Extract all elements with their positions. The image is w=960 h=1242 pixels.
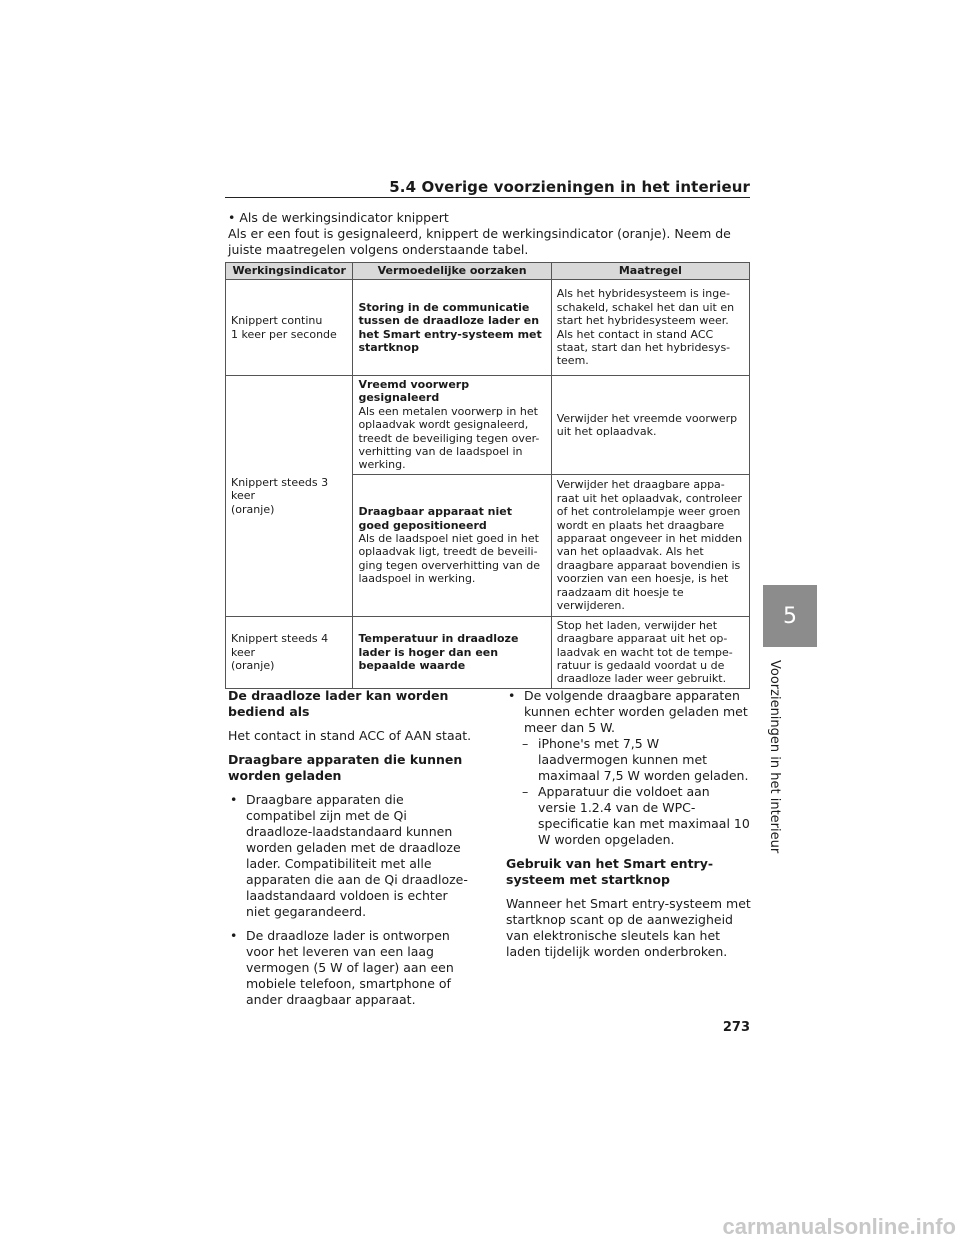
table-cell-cause [353, 376, 551, 475]
cell-text: (oranje) [231, 502, 275, 516]
section-header: 5.4 Overige voorzieningen in het interieur [389, 178, 750, 196]
cause-title: Vreemd voorwerp gesignaleerd [358, 378, 470, 405]
heading-devices: Draagbare apparaten die kunnen worden geladen [228, 752, 463, 783]
sub-list-item [506, 736, 751, 784]
table-cell-indicator [226, 616, 353, 688]
heading-operation: De draadloze lader kan worden bediend als [228, 688, 449, 719]
intro [228, 210, 748, 258]
action-text: Als het hybridesysteem is inge-schakeld, schakel het dan uit en start het hybridesysteem weer. Als het contact in stand ACC staat, start dan het hybridesys-teem. [556, 287, 735, 368]
page-number: 273 [722, 1020, 750, 1035]
left-column [228, 688, 473, 1016]
table-cell-action [551, 280, 749, 376]
cause-title: Draagbaar apparaat niet goed gepositioneerd [358, 505, 512, 532]
action-text: Stop het laden, verwijder het draagbare apparaat uit het op-laadvak en wacht tot de tempe-ratuur is gedaald voordat u de draadloze lader weer gebruikt. [556, 618, 733, 686]
right-column [506, 688, 751, 968]
indicator-table [225, 262, 750, 689]
header-rule [225, 197, 750, 198]
action-text: Verwijder het draagbare appa-raat uit het oplaadvak, controleer of het controlelampje weer groen wordt en plaats het draagbare apparaat ongeveer in het midden van het oplaadvak. Als het draagbare apparaat bovendien is voorzien van een hoesje, is het raadzaam dit hoesje te verwijderen. [556, 478, 743, 612]
watermark: carmanualsonline.info [722, 1214, 956, 1239]
sub-item-text: iPhone's met 7,5 W laadvermogen kunnen met maximaal 7,5 W worden geladen. [538, 736, 749, 783]
cause-text: Als de laadspoel niet goed in het oplaadvak ligt, treedt de beveili-ging tegen oververhitting van de laadspoel in werking. [358, 531, 541, 586]
table-cell-action [551, 616, 749, 688]
table-header: Maatregel [551, 263, 749, 280]
table-cell-indicator [226, 376, 353, 617]
table-header: Vermoedelijke oorzaken [353, 263, 551, 280]
paragraph: Het contact in stand ACC of AAN staat. [228, 728, 472, 743]
cause-title: Temperatuur in draadloze lader is hoger dan een bepaalde waarde [358, 632, 519, 673]
list-item: • Draagbare apparaten die compatibel zijn met de Qi draadloze-laadstandaard kunnen worden geladen met de draadloze lader. Compatibiliteit met alle apparaten die aan de Qi draadloze-laadstandaard voldoen is echter niet gegarandeerd. [228, 792, 473, 920]
list-item: • De draadloze lader is ontworpen voor het leveren van een laag vermogen (5 W of lager) aan een mobiele telefoon, smartphone of ander draagbaar apparaat. [228, 928, 473, 1008]
table-row [226, 280, 750, 376]
table-cell-action [551, 474, 749, 616]
cause-text: Als een metalen voorwerp in het oplaadvak wordt gesignaleerd, treedt de beveiliging tegen over-verhitting van de laadspoel in werking. [358, 404, 540, 472]
table-header: Werkingsindicator [226, 263, 353, 280]
dash-glyph: – [522, 784, 529, 799]
sub-list-item [506, 784, 751, 848]
table-row [226, 616, 750, 688]
cell-text: (oranje) [231, 659, 275, 673]
table-cell-cause [353, 616, 551, 688]
cell-text: Knippert steeds 3 keer [231, 475, 329, 503]
table-cell-action [551, 376, 749, 475]
table-header-row [226, 263, 750, 280]
cell-text: Knippert steeds 4 keer [231, 632, 329, 659]
sub-item-text: Apparatuur die voldoet aan versie 1.2.4 van de WPC-specificatie kan met maximaal 10 W worden opgeladen. [538, 784, 750, 847]
action-text: Verwijder het vreemde voorwerp uit het oplaadvak. [556, 411, 738, 438]
chapter-tab: 5 [763, 585, 817, 647]
table-cell-cause [353, 280, 551, 376]
intro-text: Als er een fout is gesignaleerd, knippert de werkingsindicator (oranje). Neem de juiste maatregelen volgens onderstaande tabel. [228, 226, 731, 257]
paragraph: Wanneer het Smart entry-systeem met startknop scant op de aanwezigheid van elektronische sleutels kan het laden tijdelijk worden onderbroken. [506, 896, 751, 959]
heading-smart-entry: Gebruik van het Smart entry-systeem met startknop [506, 856, 714, 887]
cause-title: Storing in de communicatie tussen de draadloze lader en het Smart entry-systeem met startknop [358, 300, 542, 354]
dash-glyph: – [522, 736, 529, 751]
table-cell-indicator [226, 280, 353, 376]
intro-bullet: • Als de werkingsindicator knippert [228, 210, 748, 226]
list-item-text: De volgende draagbare apparaten kunnen echter worden geladen met meer dan 5 W. [524, 688, 748, 735]
cell-text: Knippert continu [231, 314, 323, 328]
list-item [506, 688, 751, 736]
chapter-side-label: Voorzieningen in het interieur [767, 660, 782, 854]
table-cell-cause [353, 474, 551, 616]
table-row [226, 376, 750, 475]
cell-text: 1 keer per seconde [231, 327, 337, 341]
